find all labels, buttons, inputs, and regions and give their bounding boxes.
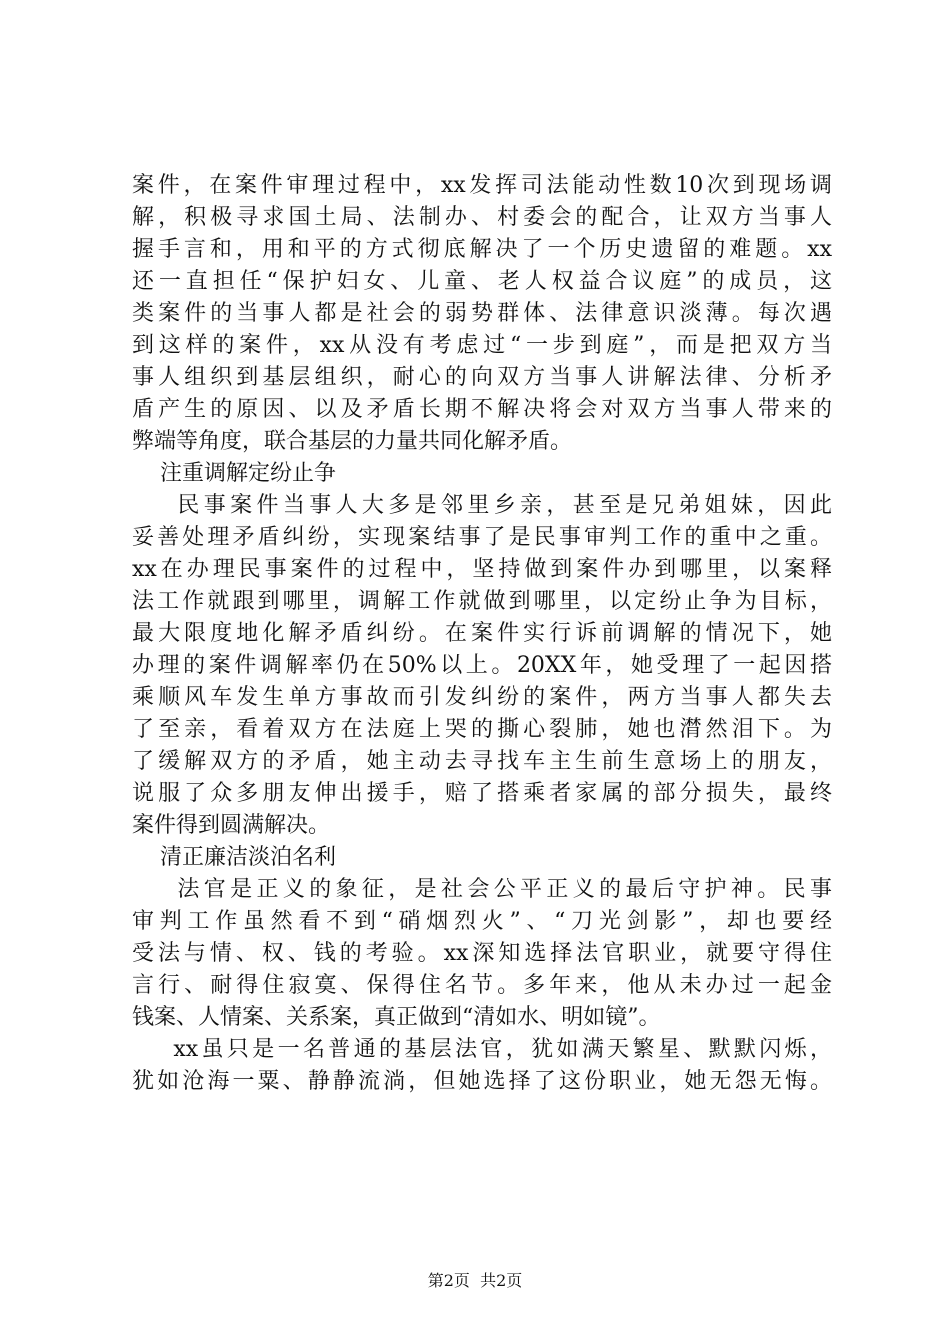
- text-line: 钱案、人情案、关系案，真正做到“清如水、明如镜”。: [132, 1005, 661, 1030]
- text-line: 受法与情、权、钱的考验。xx深知选择法官职业，就要守得住: [132, 941, 832, 966]
- text-line: 法工作就跟到哪里，调解工作就做到哪里，以定纷止争为目标，: [132, 589, 832, 614]
- section-heading: 清正廉洁淡泊名利: [132, 845, 336, 870]
- text-line: 到这样的案件，xx从没有考虑过“一步到庭”，而是把双方当: [132, 333, 832, 358]
- text-line: 最大限度地化解矛盾纠纷。在案件实行诉前调解的情况下，她: [132, 621, 832, 646]
- text-line: 了缓解双方的矛盾，她主动去寻找车主生前生意场上的朋友，: [132, 749, 832, 774]
- text-line: 类案件的当事人都是社会的弱势群体、法律意识淡薄。每次遇: [132, 301, 832, 326]
- text-line: 事人组织到基层组织，耐心的向双方当事人讲解法律、分析矛: [132, 365, 832, 390]
- text-line: 犹如沧海一粟、静静流淌，但她选择了这份职业，她无怨无悔。: [132, 1069, 832, 1094]
- page-number-footer: 第2页 共2页: [427, 1271, 523, 1290]
- text-line: 法官是正义的象征，是社会公平正义的最后守护神。民事: [132, 877, 832, 902]
- text-line: 案件，在案件审理过程中，xx发挥司法能动性数10次到现场调: [132, 173, 832, 198]
- text-line: 弊端等角度，联合基层的力量共同化解矛盾。: [132, 429, 573, 454]
- text-line: 说服了众多朋友伸出援手，赔了搭乘者家属的部分损失，最终: [132, 781, 832, 806]
- text-line: 民事案件当事人大多是邻里乡亲，甚至是兄弟姐妹，因此: [132, 493, 832, 518]
- text-line: 解，积极寻求国土局、法制办、村委会的配合，让双方当事人: [132, 205, 832, 230]
- text-line: 握手言和，用和平的方式彻底解决了一个历史遗留的难题。xx: [132, 237, 832, 262]
- section-heading: 注重调解定纷止争: [132, 461, 336, 486]
- text-line: xx在办理民事案件的过程中，坚持做到案件办到哪里，以案释: [132, 557, 832, 582]
- text-line: 还一直担任“保护妇女、儿童、老人权益合议庭”的成员，这: [132, 269, 832, 294]
- text-line: 了至亲，看着双方在法庭上哭的撕心裂肺，她也潸然泪下。为: [132, 717, 832, 742]
- text-line: 乘顺风车发生单方事故而引发纠纷的案件，两方当事人都失去: [132, 685, 832, 710]
- text-line: 言行、耐得住寂寞、保得住名节。多年来，他从未办过一起金: [132, 973, 832, 998]
- text-line: 妥善处理矛盾纠纷，实现案结事了是民事审判工作的重中之重。: [132, 525, 832, 550]
- text-line: 盾产生的原因、以及矛盾长期不解决将会对双方当事人带来的: [132, 397, 832, 422]
- text-line: xx虽只是一名普通的基层法官，犹如满天繁星、默默闪烁，: [132, 1037, 832, 1062]
- text-line: 审判工作虽然看不到“硝烟烈火”、“刀光剑影”，却也要经: [132, 909, 832, 934]
- text-line: 办理的案件调解率仍在50%以上。20XX年，她受理了一起因搭: [132, 653, 832, 678]
- body-text: [132, 170, 832, 1098]
- text-line: 案件得到圆满解决。: [132, 813, 331, 838]
